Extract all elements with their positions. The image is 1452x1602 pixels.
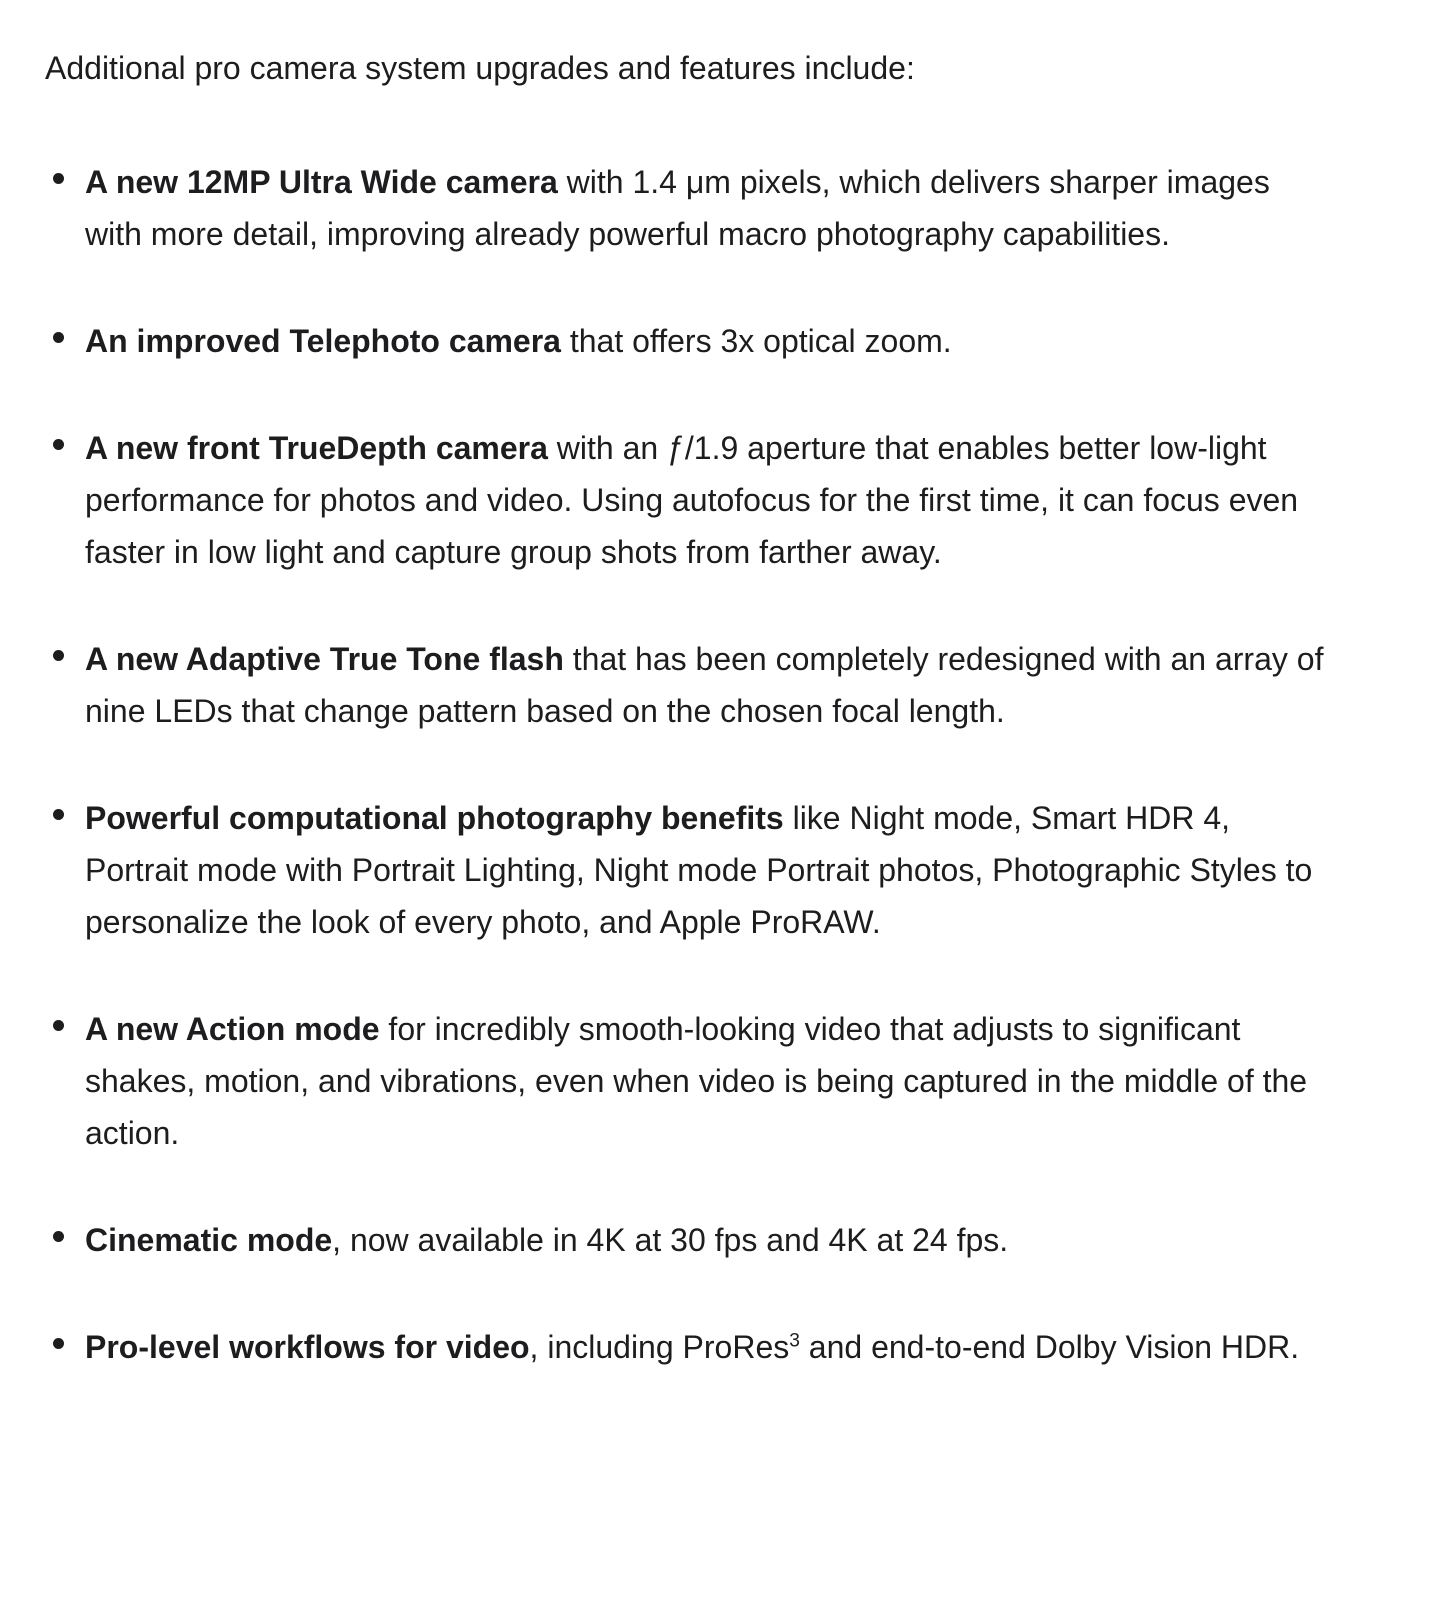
footnote-superscript: 3 bbox=[789, 1330, 800, 1352]
feature-item bbox=[85, 1003, 1335, 1159]
feature-item bbox=[85, 1321, 1335, 1373]
feature-rest: for incredibly smooth-looking video that adjusts to significant shakes, motion, and vibrations, even when video is being captured in the middle of the action. bbox=[85, 1011, 1308, 1151]
feature-lead: A new Action mode bbox=[85, 1011, 380, 1047]
feature-list bbox=[45, 156, 1335, 1373]
feature-item bbox=[85, 422, 1335, 578]
feature-rest: with 1.4 μm pixels, which delivers sharper images with more detail, improving already powerful macro photography capabilities. bbox=[85, 164, 1270, 252]
feature-item bbox=[85, 1214, 1335, 1266]
feature-item bbox=[85, 156, 1335, 260]
feature-item bbox=[85, 315, 1335, 367]
feature-lead: A new 12MP Ultra Wide camera bbox=[85, 164, 558, 200]
feature-rest-before-sup: , including ProRes bbox=[529, 1329, 790, 1365]
feature-rest: like Night mode, Smart HDR 4, Portrait mode with Portrait Lighting, Night mode Portrait photos, Photographic Styles to personalize the look of every photo, and Apple ProRAW. bbox=[85, 800, 1313, 940]
feature-lead: An improved Telephoto camera bbox=[85, 323, 561, 359]
feature-lead: Pro-level workflows for video bbox=[85, 1329, 530, 1365]
feature-rest-after-sup: and end-to-end Dolby Vision HDR. bbox=[799, 1329, 1300, 1365]
feature-rest: that has been completely redesigned with an array of nine LEDs that change pattern based on the chosen focal length. bbox=[85, 641, 1324, 729]
feature-rest: that offers 3x optical zoom. bbox=[560, 323, 952, 359]
feature-rest: , now available in 4K at 30 fps and 4K at 24 fps. bbox=[332, 1222, 1009, 1258]
feature-lead: A new front TrueDepth camera bbox=[85, 430, 548, 466]
feature-item bbox=[85, 792, 1335, 948]
feature-lead: Cinematic mode bbox=[85, 1222, 333, 1258]
intro-paragraph: Additional pro camera system upgrades and features include: bbox=[45, 50, 915, 86]
feature-item bbox=[85, 633, 1335, 737]
feature-lead: A new Adaptive True Tone flash bbox=[85, 641, 564, 677]
feature-rest: with an ƒ/1.9 aperture that enables better low-light performance for photos and video. Using autofocus for the first time, it can focus even faster in low light and capture group shots from farther away. bbox=[85, 430, 1299, 570]
feature-lead: Powerful computational photography benefits bbox=[85, 800, 784, 836]
